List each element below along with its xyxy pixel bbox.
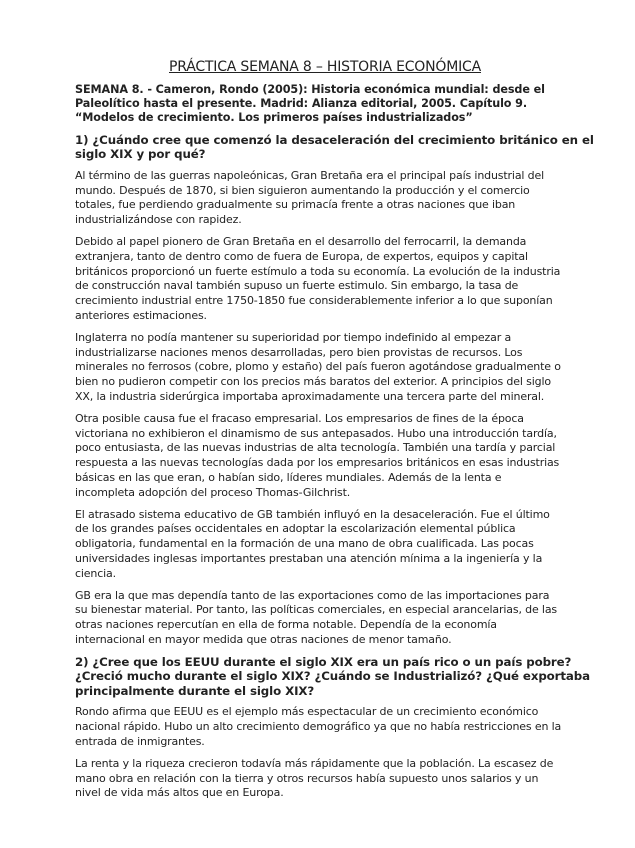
document-title: PRÁCTICA SEMANA 8 – HISTORIA ECONÓMICA [169,59,481,75]
text-line: mundo. Después de 1870, si bien siguieron aumentando la producción y el comercio [75,183,530,197]
text-line: Paleolítico hasta el presente. Madrid: Alianza editorial, 2005. Capítulo 9. [75,97,528,111]
text-line: bien no pudieron competir con los precios más baratos del exterior. A principios del siglo [75,375,551,389]
text-line: poco entusiasta, de las nuevas industrias de alta tecnología. También una tardía y parcial [75,441,556,455]
text-line: mano obra en relación con la tierra y otros recursos había supuesto unos salarios y un [75,771,539,785]
text-line: industrializarse naciones menos desarrolladas, pero bien provistas de recursos. Los [75,345,523,359]
text-line: ¿Creció mucho durante el siglo XIX? ¿Cuándo se Industrializó? ¿Qué exportaba [75,669,591,684]
text-line: principalmente durante el siglo XIX? [75,683,315,698]
text-line: anteriores estimaciones. [75,308,207,322]
text-line: Inglaterra no podía mantener su superioridad por tiempo indefinido al empezar a [75,330,512,344]
text-line: victoriana no exhibieron el dinamismo de sus antepasados. Hubo una introducción tardía, [75,426,557,440]
text-line: La renta y la riqueza crecieron todavía más rápidamente que la población. La escasez de [75,756,554,770]
paragraph [75,705,575,749]
question-heading [75,654,591,699]
text-line: industrializándose con rapidez. [75,213,242,227]
text-line: británicos proporcionó un fuerte estímulo a toda su economía. La evolución de la industria [75,264,561,278]
text-line: 1) ¿Cuándo cree que comenzó la desaceleración del crecimiento británico en el [75,132,594,147]
text-line: siglo XIX y por qué? [75,147,206,162]
text-line: “Modelos de crecimiento. Los primeros países industrializados” [75,111,473,125]
text-line: otras naciones repercutían en ella de forma notable. Dependía de la economía [75,618,497,632]
question-heading [75,132,594,162]
text-line: su bienestar material. Por tanto, las políticas comerciales, en especial arancelarias, de las [75,603,558,617]
paragraph [75,757,575,801]
document-page [75,58,594,808]
text-line: universidades inglesas importantes prestaban una atención mínima a la ingeniería y la [75,551,543,565]
text-line: nacional rápido. Hubo un alto crecimiento demográfico ya que no había restricciones en la [75,720,562,734]
text-line: crecimiento industrial entre 1750-1850 fue considerablemente inferior a lo que suponían [75,294,553,308]
text-line: Al término de las guerras napoleónicas, Gran Bretaña era el principal país industrial del [75,168,545,182]
text-line: XX, la industria siderúrgica importaba aproximadamente una tercera parte del mineral. [75,389,545,403]
text-line: entrada de inmigrantes. [75,735,205,749]
text-line: internacional en mayor medida que otras naciones de menor tamaño. [75,632,452,646]
text-line: totales, fue perdiendo gradualmente su primacía frente a otras naciones que iban [75,198,516,212]
text-line: ciencia. [75,566,116,580]
text-line: incompleta adopción del proceso Thomas-Gilchrist. [75,485,351,499]
paragraph [75,331,575,405]
text-line: obligatoria, fundamental en la formación de una mano de obra cualificada. Las pocas [75,537,534,551]
text-line: de los grandes países occidentales en adoptar la escolarización elemental pública [75,522,516,536]
text-line: El atrasado sistema educativo de GB también influyó en la desaceleración. Fue el último [75,507,550,521]
text-line: Rondo afirma que EEUU es el ejemplo más espectacular de un crecimiento económico [75,705,539,719]
paragraph [75,235,575,324]
text-line: Otra posible causa fue el fracaso empresarial. Los empresarios de fines de la época [75,411,524,425]
paragraph [75,412,575,501]
text-line: de construcción naval también supuso un fuerte estimulo. Sin embargo, la tasa de [75,279,519,293]
document-body [75,83,594,801]
text-line: SEMANA 8. - Cameron, Rondo (2005): Historia económica mundial: desde el [75,83,545,96]
paragraph [75,589,575,648]
paragraph [75,508,575,582]
text-line: 2) ¿Cree que los EEUU durante el siglo XIX era un país rico o un país pobre? [75,654,572,669]
text-line: básicas en las que eran, o habían sido, líderes mundiales. Además de la lenta e [75,470,502,484]
reference-heading [75,83,575,126]
paragraph [75,169,575,228]
text-line: nivel de vida más altos que en Europa. [75,786,284,800]
text-line: GB era la que mas dependía tanto de las exportaciones como de las importaciones para [75,588,550,602]
text-line: minerales no ferrosos (cobre, plomo y estaño) del país fueron agotándose gradualmente o [75,360,561,374]
text-line: extranjera, tanto de dentro como de fuera de Europa, de expertos, equipos y capital [75,249,528,263]
text-line: respuesta a las nuevas tecnologías dada por los empresarios británicos en esas industrias [75,456,560,470]
text-line: Debido al papel pionero de Gran Bretaña en el desarrollo del ferrocarril, la demanda [75,234,527,248]
